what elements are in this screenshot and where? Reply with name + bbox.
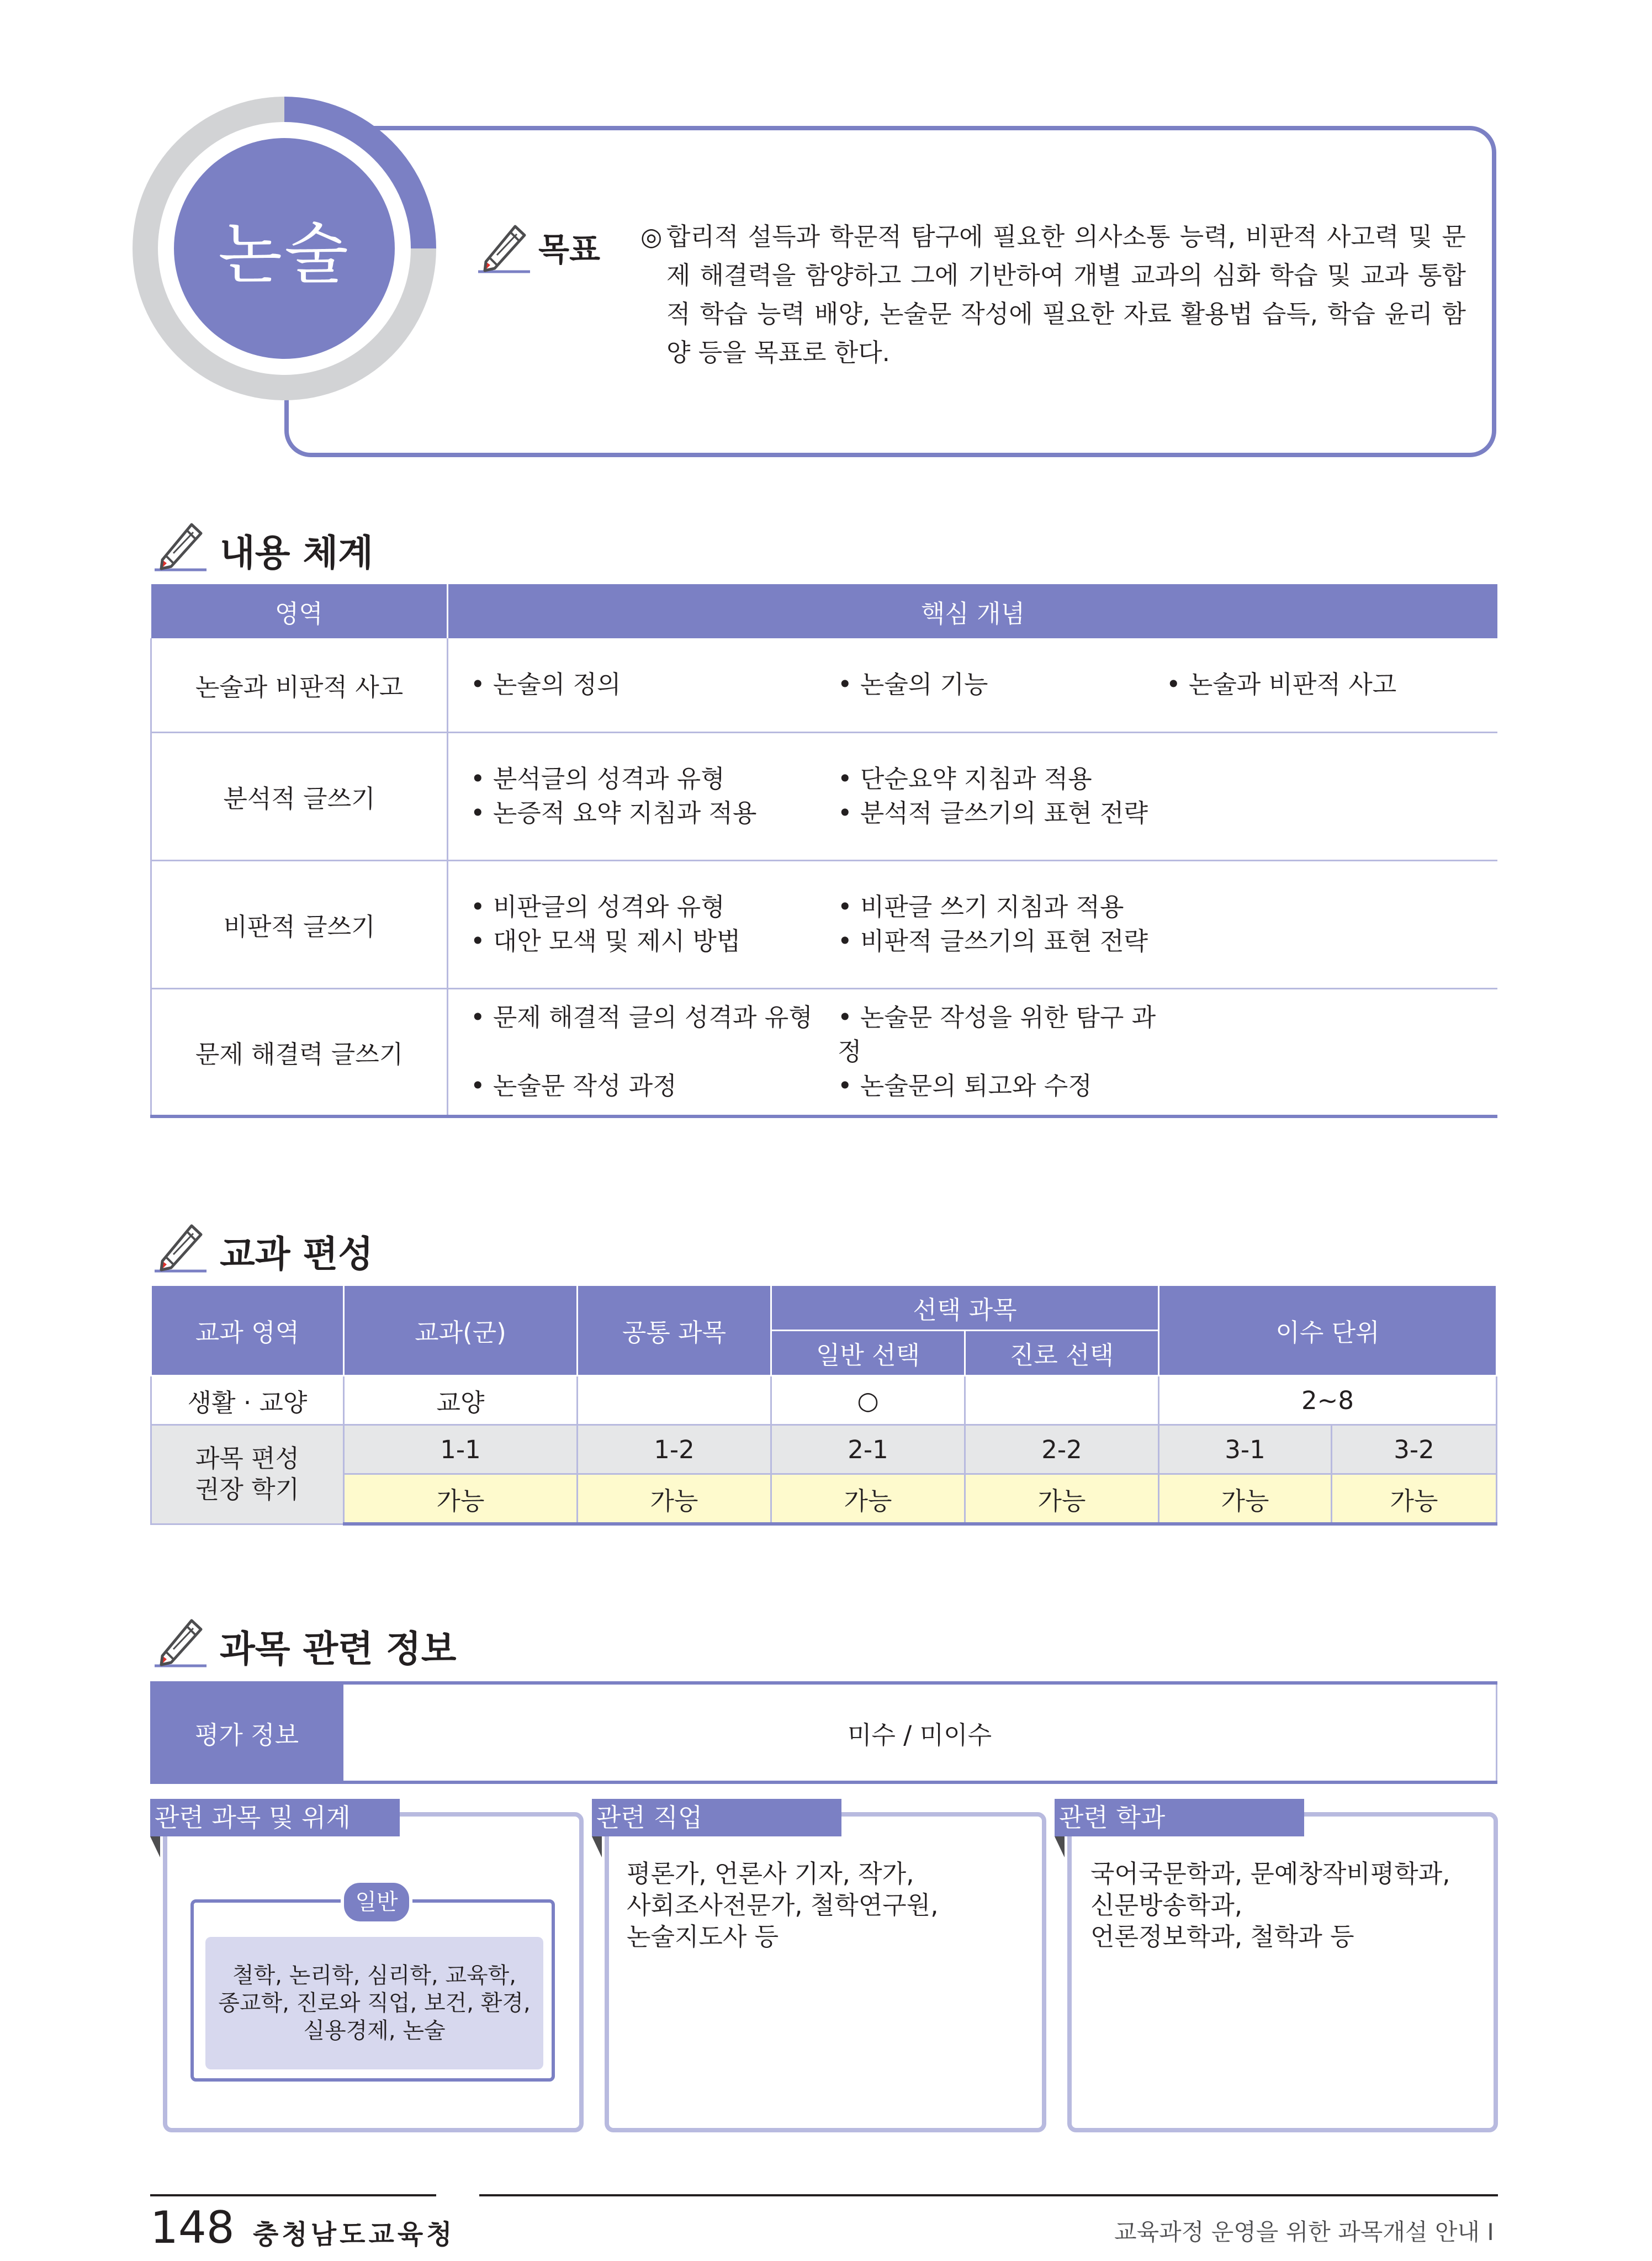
pencil-icon — [150, 1215, 211, 1275]
table-row — [151, 988, 1498, 1116]
row-concepts — [448, 638, 1498, 732]
pencil-icon — [474, 215, 534, 276]
goal-body: 합리적 설득과 학문적 탐구에 필요한 의사소통 능력, 비판적 사고력 및 문제 해결력을 함양하고 그에 기반하여 개별 교과의 심화 학습 및 교과 통합적 학습 능력 배양, 논술문 작성에 필요한 자료 활용법 습득, 학습 윤리 함양 등을 목표로 한다. — [666, 222, 1466, 367]
concept-item: • 논술과 비판적 사고 — [1166, 670, 1397, 700]
related-jobs-tab: 관련 직업 — [592, 1799, 841, 1836]
section-heading-related: 과목 관련 정보 — [220, 1628, 457, 1670]
semester-cell: 3-1 — [1159, 1425, 1332, 1474]
tab-corner — [150, 1836, 160, 1857]
curriculum-table — [150, 1284, 1497, 1526]
row-domain: 분석적 글쓰기 — [151, 732, 448, 860]
header-elective: 선택 과목 — [771, 1285, 1159, 1331]
row-concepts — [448, 988, 1498, 1116]
concept-item: • 문제 해결적 글의 성격과 유형 — [470, 1003, 813, 1032]
concept-item: • 대안 모색 및 제시 방법 — [470, 926, 741, 956]
subject-title: 논술 — [218, 216, 351, 293]
header-units: 이수 단위 — [1159, 1285, 1497, 1376]
header-career: 진로 선택 — [965, 1331, 1159, 1376]
pencil-icon — [150, 513, 211, 574]
semester-cell: 3-2 — [1332, 1425, 1497, 1474]
semester-cell: 2-2 — [965, 1425, 1159, 1474]
related-courses-text: 철학, 논리학, 심리학, 교육학, 종교학, 진로와 직업, 보건, 환경, 실용경제, 논술 — [205, 1937, 543, 2069]
page-number: 148 — [150, 2202, 235, 2253]
availability-cell: 가능 — [1159, 1474, 1332, 1524]
availability-cell: 가능 — [965, 1474, 1159, 1524]
related-depts-text: 국어국문학과, 문예창작비평학과, 신문방송학과, 언론정보학과, 철학과 등 — [1090, 1859, 1450, 1951]
content-system-table — [150, 584, 1497, 1118]
concept-item: • 논술의 정의 — [470, 670, 621, 700]
concept-item: • 논술문 작성 과정 — [470, 1071, 677, 1101]
header-general: 일반 선택 — [771, 1331, 965, 1376]
concept-item: • 분석글의 성격과 유형 — [470, 764, 725, 793]
publisher-name: 충청남도교육청 — [253, 2219, 456, 2250]
related-courses-tab: 관련 과목 및 위계 — [150, 1799, 400, 1836]
header-concepts: 핵심 개념 — [448, 584, 1498, 638]
level-pill: 일반 — [341, 1879, 412, 1925]
evaluation-table — [150, 1681, 1497, 1784]
availability-cell: 가능 — [771, 1474, 965, 1524]
section-heading-curriculum: 교과 편성 — [220, 1233, 374, 1275]
semester-cell: 2-1 — [771, 1425, 965, 1474]
cell-career — [965, 1376, 1159, 1425]
concept-item: • 논술의 기능 — [838, 670, 988, 700]
cell-general: ○ — [771, 1376, 965, 1425]
semester-label: 과목 편성 권장 학기 — [151, 1425, 344, 1524]
semester-cell: 1-2 — [578, 1425, 771, 1474]
table-row — [151, 638, 1498, 732]
related-jobs-text: 평론가, 언론사 기자, 작가, 사회조사전문가, 철학연구원, 논술지도사 등 — [627, 1859, 939, 1951]
row-domain: 문제 해결력 글쓰기 — [151, 988, 448, 1116]
subject-badge — [174, 138, 395, 359]
tab-corner — [1055, 1836, 1065, 1857]
concept-item: • 논술문 작성을 위한 탐구 과정 — [838, 1003, 1156, 1067]
concept-item: • 비판글의 성격와 유형 — [470, 892, 725, 922]
table-row — [151, 1474, 1497, 1524]
table-row — [151, 860, 1498, 988]
concept-item: • 논증적 요약 지침과 적용 — [470, 798, 757, 828]
concept-item: • 비판글 쓰기 지침과 적용 — [838, 892, 1124, 922]
cell-units: 2~8 — [1159, 1376, 1497, 1425]
concept-item: • 단순요약 지침과 적용 — [838, 764, 1092, 793]
availability-cell: 가능 — [1332, 1474, 1497, 1524]
row-concepts — [448, 860, 1498, 988]
goal-mark: ◎ — [640, 222, 663, 251]
concept-item: • 분석적 글쓰기의 표현 전략 — [838, 798, 1148, 828]
concept-item: • 비판적 글쓰기의 표현 전략 — [838, 926, 1148, 956]
pencil-icon — [150, 1609, 211, 1670]
eval-value: 미수 / 미이수 — [343, 1683, 1497, 1782]
semester-cell: 1-1 — [344, 1425, 578, 1474]
header-area: 교과 영역 — [151, 1285, 344, 1376]
row-domain: 논술과 비판적 사고 — [151, 638, 448, 732]
table-row — [151, 1425, 1497, 1474]
goal-label: 목표 — [538, 231, 601, 268]
eval-label: 평가 정보 — [150, 1683, 343, 1782]
goal-text — [640, 218, 1466, 372]
availability-cell: 가능 — [578, 1474, 771, 1524]
header-group: 교과(군) — [344, 1285, 578, 1376]
row-concepts — [448, 732, 1498, 860]
header-domain: 영역 — [151, 584, 448, 638]
footer-rule-right — [479, 2194, 1498, 2196]
section-heading-content: 내용 체계 — [220, 532, 374, 574]
header-common: 공통 과목 — [578, 1285, 771, 1376]
table-row — [151, 1376, 1497, 1425]
related-depts-tab: 관련 학과 — [1055, 1799, 1304, 1836]
footer-rule-left — [150, 2194, 436, 2196]
cell-group: 교양 — [344, 1376, 578, 1425]
cell-area: 생활 · 교양 — [151, 1376, 344, 1425]
availability-cell: 가능 — [344, 1474, 578, 1524]
guide-title: 교육과정 운영을 위한 과목개설 안내 I — [1114, 2218, 1494, 2246]
table-row — [151, 732, 1498, 860]
tab-corner — [592, 1836, 602, 1857]
concept-item: • 논술문의 퇴고와 수정 — [838, 1071, 1092, 1101]
cell-common — [578, 1376, 771, 1425]
row-domain: 비판적 글쓰기 — [151, 860, 448, 988]
